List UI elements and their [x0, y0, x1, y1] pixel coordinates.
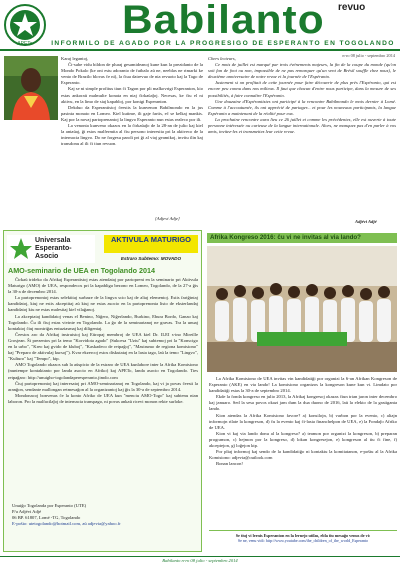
intro-signature: [Adjevi Adje]	[155, 216, 180, 221]
intro-paragraph: La venonta kunveno okazos en la ĉirkaŭaĵo de la 28-an de julio kaj kiel la antaŭaj, ĝi estos malfermita al ĉiu persono interesita pri la aktiveco de la internacia lingvo. Do ne forgesu paroli pri ĝi al viaj geamikoj, invitu ilin kaj transdonu al ili ĉi tiun revuon.	[61, 123, 203, 147]
congress-paragraph: Bonan lancon!	[216, 461, 243, 467]
logo-text: APETo	[17, 41, 33, 47]
amo-headline: AMO-seminario de UEA en Togolando 2014	[8, 266, 155, 275]
masthead-rule	[0, 49, 400, 51]
revuo-label: revuo	[338, 2, 366, 13]
intro-paragraph: Dekduo da Esperantistoj ĉeestis la kunvenon Babilmondo en la jus pasinta monato en Lomeo. Kiel kutime, ili gaje fartis, eĉ se kelkaj mankis. Kaj por la novaj partoprenantoj la lingvo Esperanto nun estas realeco por ili.	[61, 104, 203, 122]
video-note-line: Se tiuj vi lernis Esperanton en la lernejo utilas, ebla tiu mesaĝo venus de vi:	[235, 533, 371, 538]
intro-paragraph: Ĉi-sube vidu bildon de pluraj gesamideanoj kune kun la prezidanto de la Mondo Pokalo (ke oni estu adoranto de futbalo aŭ ne, neeblas ne rimarki ke vento de Brazilo blovas ĉe ni), la ĉiua datrevuo de nia revuoto kaj la Tago de Esperanto.	[61, 62, 203, 86]
congress-paragraph: La Afrika Komisiono de UEA invitas vin kandidatiĝi por organizi la 6-an Afrikan Kongreson de Esperanto (AKE) en via lando! La komisiono organizos la kongreson kune kun vi. Limdato por kandidatiĝi estas la 30-a de septembro 2014.	[209, 376, 397, 394]
amo-contact-block	[12, 503, 198, 543]
portrait-photo	[4, 56, 58, 120]
masthead	[0, 0, 400, 50]
video-note-link[interactable]: Se ne, venu vidi: http://www.youtube.com/the_children_of_the_world_Esperanto	[237, 538, 369, 544]
congress-headline: Afrika Kongreso 2016: ĉu vi ne invitas al via lando?	[207, 233, 397, 243]
congress-article-body	[209, 376, 397, 516]
tagline: INFORMILO DE AGADO POR LA PROGRESIGO DE ESPERANTO EN TOGOLANDO	[51, 40, 395, 47]
page-footer: Babilanto n-ro 08 julio - septembro 2014	[162, 558, 238, 563]
contact-line: 06 BP. 61807, Lomé -TG, Togolando	[12, 515, 81, 521]
contact-line: Unuiĝo Togolanda por Esperanto (UTE)	[12, 503, 87, 508]
amo-paragraph: Ĉiuj partoprenontoj kaj interesatoj pri AMO-seminarianoj en Togolando, kaj vi ja povas ĉeesti la aranĝon, sendante mallongan retmesaĝon al la organizantoj kaj ĝis la 30-a de septembro 2014.	[8, 380, 198, 392]
video-note	[209, 530, 397, 552]
intro-paragraph: Kaj se ni simple profitus tiun ĉi Tagon por pli malkovrigi Esperanton, kio estas ankoraŭ malmulte konata en niaj ĉirkaŭaĵoj. Necesas, ke ĉiu el ni aktivu, en la limo de siaj kapabloj, por konigi Esperanton.	[61, 86, 203, 104]
congress-paragraph: Kion vi kaj via lando donu al la kongreso? a) teamon por organizi la kongreson, b) preparan programon, c) hejmon por la kongreso, d) lokan kongresejon, e) kongreson al tiu ĉi fine, f) akceptejon, g) loĝejon ktp.	[209, 430, 397, 449]
intro-fr-paragraph: Justement si on profitait de cette journée pour faire découvrir de plus près l'Espéranto, qui est encore peu connu dans nos milieux. Il faut que chacun d'entre nous participe, dans la mesure de ses possibilités, à faire connaître l'Espéranto.	[208, 80, 396, 98]
aktivula-sub: Estraro Subtemo: MOVADO	[120, 256, 182, 261]
intro-french	[208, 56, 396, 216]
green-star-icon	[9, 237, 33, 261]
intro-fr-paragraph: Une douzaine d'Espérantistes ont participé à la rencontre Babilmondo le mois dernier à Lomé. Comme à l'accoutumée, ils ont apprécié de partager... et pour les nouveaux participants, la langue Espéranto a maintenant de la réalité pour eux.	[208, 98, 396, 116]
amo-paragraph: AMO Togolando okazos sub la aŭspicio de la estraro de UEA kunlabore inter la Afrika Komisiono (nuntempe kontaktanto por landa asocio en Afriko) kaj APETo, landa asocio en Togolando. Ties retpaĝaro: http://unuigho-togolandaperesperanto.jimdo.com	[8, 362, 198, 380]
contact-line: P/a Adjévi Adjé	[12, 509, 42, 515]
uea-logo-text: Universala Esperanto-Asocio	[35, 237, 72, 260]
amo-paragraph: Mondonacoj bonvenas ĉe la konto Afriko de UEA kun "menciu AMO-Togo" kaj subtenu nian laboron. Pro la malfacilaĵoj de internacia transpago, ni povas ankaŭ ricevi monon rekte surloke.	[8, 392, 198, 404]
group-photo	[207, 246, 397, 372]
intro-fr-salutation: Chers lecteurs,	[208, 56, 236, 61]
newsletter-title: Babilanto	[122, 0, 325, 42]
intro-fr-paragraph: Ce mois de juillet est marqué par trois événements majeurs, la fin de la coupe du monde (qu'on soit fan de foot ou non, impossible de ne pas remarquer qu'un vent de Brésil souffle chez nous), le deuxième anniversaire de notre revue et la journée de l'Espéranto.	[208, 62, 396, 80]
congress-paragraph: Ekde la fonda kongreso en julio 2013, la Afrikaj kongresoj okazas ĉiun trian jaron inter decembro kaj januaro. Sed la sesa povos okazi jam dum la dua duono de 2016, laŭ la elekto de la gastiganta lando.	[209, 394, 397, 412]
amo-paragraph: Ĉirkaŭ trideko da Afrikaj Esperantistoj estas atendataj por partopreni en la seminario pri Aktivula Maturigo (AMO) de UEA, respondecos pri la kapabliga bezono en Lomeo, Togolando, de la 27-a ĝis la 30-a de decembro 2014.	[8, 277, 198, 295]
edition-label: n-ro 08 julio - septembro 2014	[342, 53, 395, 58]
apeto-logo	[3, 3, 47, 47]
intro-fr-signature: Adjévi Adjé	[355, 219, 377, 224]
aktivula-logo-text: AKTIVULA MATURIGO	[111, 235, 191, 244]
amo-paragraph: La partoprenontoj estas selektitaj surbaze de la lingva scio kaj de aliaj elementoj. Estis fariĝintaj kandidatoj, kiuj ne estis akceptitaj aŭ kiuj ne estas asocio en la partoprenonta listo de eksterlandaj kandidatoj kiu ne estas malesitaj kiel vilaĝanoj.	[8, 295, 198, 313]
intro-fr-paragraph: La prochaine rencontre aura lieu ce 26 juillet et comme les précédentes, elle est ouverte à toute personne intéressée ou curieuse de la langue internationale. Alors, ne manquez pas d'en parler à vos amis, invitez-les et transmettez leur cette revue.	[208, 116, 396, 135]
footer-rule	[0, 556, 400, 557]
congress-paragraph: Kion atendas la Afrika Komisiono favore? a) konsilojn, b) varbon por la evento, c) aliajn informojn rilate la kongreson, d) ĉu la evento kaj ĉi-lasta financhelpon de UEA, e) la Fondaĵo Afriko de UEA.	[209, 412, 397, 430]
amo-paragraph: Ĉeestos aro da Afrikaj instruistoj kaj Eŭropaj membroj de UEA kiel Dr. ILEI s-ino Mireille Grosjean. Ŝi prezentos pri la temo "Korvidota agado" (Sukcesa "Uziu" kaj subtemoj pri la "Konscigo en la urbo", "Kreo kaj gvido de kluboj", "Kaskadeco de retpaĝoj", "Mastrumo de regiona komisiono" kaj "Preparo de aktivulaj kursoj"). Kvar ekzercoj estos diskutataj en la lasta tago, laŭ la temo "Lingvo", "Kulturo" kaj "Tempo", ktp.	[8, 331, 198, 362]
intro-salutation: Karaj legantoj,	[61, 56, 89, 61]
uea-logo	[7, 235, 95, 263]
aktivula-logo	[104, 235, 198, 253]
amo-article-body	[8, 277, 198, 497]
amo-paragraph: La akceptataj kandidatoj venas el Benino, Niĝero, Niĝerlando, Burkino, Ebura Bordo, Ganao kaj Togolando. Ĉu ili ĉiuj estas vivinte en Togolando. La ĝo de la seminarianoj ne gravas. Tra la unuaj kontaktoj ĉiuj montriĝas entuziasmaj kaj diligentaj.	[8, 313, 198, 331]
intro-esperanto	[61, 56, 203, 207]
contact-email-line: E-poŝto: utetogolando@hotmail.com, aŭ adjevia@yahoo.fr	[12, 521, 121, 527]
congress-paragraph: Por pliaj informoj kaj sendo de la kandidatiĝo ni kontaktu la komitatanon, e-poŝtu al la Afrika Komisiono: adjevia@outlook.com	[209, 449, 397, 461]
